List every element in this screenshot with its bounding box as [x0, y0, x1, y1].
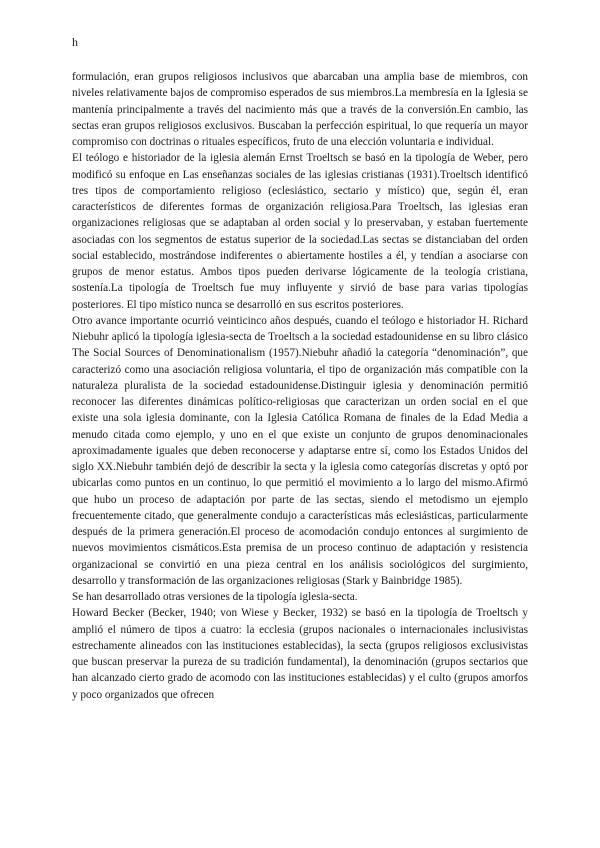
paragraph: Howard Becker (Becker, 1940; von Wiese y Becker, 1932) se basó en la tipología de Troeltsch y amplió el número de tipos a cuatro: la ecclesia (grupos nacionales o internacionales inclusivistas estrechamente alineados con las instituciones establecidas), la secta (grupos religiosos exclusivistas que buscan preservar la pureza de su tradición fundamental), la denominación (grupos sectarios que han alcanzado cierto grado de acomodo con las instituciones establecidas) y el culto (grupos amorfos y poco organizados que ofrecen	[72, 607, 528, 701]
page-header-mark: h	[72, 35, 78, 49]
paragraph: Se han desarrollado otras versiones de la tipología iglesia-secta.	[72, 591, 358, 603]
paragraph: formulación, eran grupos religiosos inclusivos que abarcaban una amplia base de miembros, con niveles relativamente bajos de compromiso esperados de sus miembros.La membresía en la Iglesia se mantenía principalmente a través del nacimiento más que a través de la conversión.En cambio, las sectas eran grupos religiosos exclusivos. Buscaban la perfección espiritual, lo que requería un mayor compromiso con doctrinas o rituales específicos, fruto de una elección voluntaria e individual.	[72, 71, 528, 148]
document-body	[72, 69, 528, 703]
paragraph: Otro avance importante ocurrió veinticinco años después, cuando el teólogo e historiador H. Richard Niebuhr aplicó la tipología iglesia-secta de Troeltsch a la sociedad estadounidense en su libro clásico The Social Sources of Denominationalism (1957).Niebuhr añadió la categoría “denominación”, que caracterizó como una asociación religiosa voluntaria, el tipo de organización más compatible con la naturaleza pluralista de la sociedad estadounidense.Distinguir iglesia y denominación permitió reconocer las diferentes dinámicas político-religiosas que caracterizan un orden social en el que existe una sola iglesia dominante, con la Iglesia Católica Romana de finales de la Edad Media a menudo citada como ejemplo, y uno en el que existe un conjunto de grupos denominacionales aproximadamente iguales que deben reconocerse y adaptarse entre sí, como los Estados Unidos del siglo XX.Niebuhr también dejó de describir la secta y la iglesia como categorías discretas y optó por ubicarlas como puntos en un continuo, lo que permitió el movimiento a lo largo del mismo.Afirmó que hubo un proceso de adaptación por parte de las sectas, siendo el metodismo un ejemplo frecuentemente citado, que generalmente condujo a características más eclesiásticas, particularmente después de la primera generación.El proceso de acomodación condujo entonces al surgimiento de nuevos movimientos cismáticos.Esta premisa de un proceso continuo de adaptación y resistencia organizacional se convirtió en una pieza central en los análisis sociológicos del surgimiento, desarrollo y transformación de las organizaciones religiosas (Stark y Bainbridge 1985).	[72, 314, 528, 587]
paragraph: El teólogo e historiador de la iglesia alemán Ernst Troeltsch se basó en la tipología de Weber, pero modificó su enfoque en Las enseñanzas sociales de las iglesias cristianas (1931).Troeltsch identificó tres tipos de comportamiento religioso (eclesiástico, sectario y místico) que, según él, eran característicos de diferentes formas de organización religiosa.Para Troeltsch, las iglesias eran organizaciones religiosas que se adaptaban al orden social y lo preservaban, y estaban fuertemente asociadas con los segmentos de estatus superior de la sociedad.Las sectas se distanciaban del orden social establecido, mostrándose indiferentes o abiertamente hostiles a él, y tendían a asociarse con grupos de menor estatus. Ambos tipos pueden derivarse lógicamente de la teología cristiana, sostenía.La tipología de Troeltsch fue muy influyente y sirvió de base para varias tipologías posteriores. El tipo místico nunca se desarrolló en sus escritos posteriores.	[72, 152, 528, 311]
